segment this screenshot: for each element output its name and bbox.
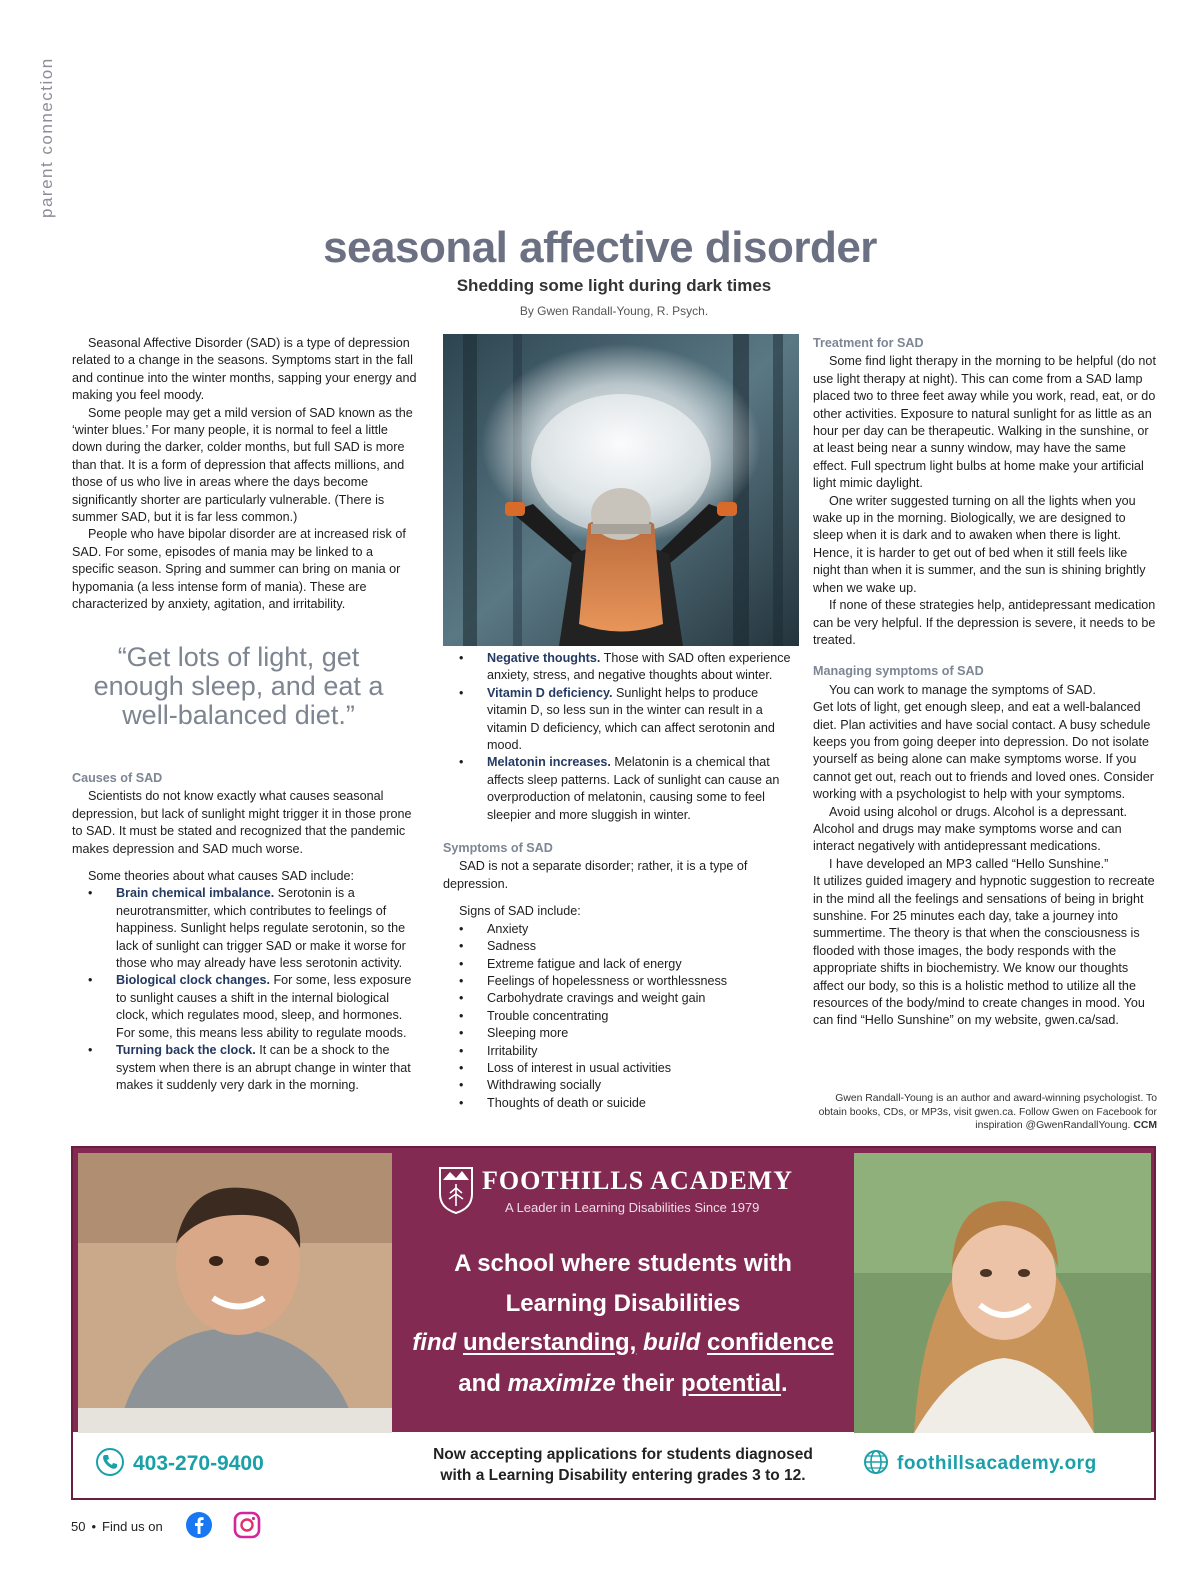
ad-word: . [781, 1370, 788, 1397]
paragraph: I have developed an MP3 called “Hello Sunshine.” [829, 856, 1109, 871]
ad-headline-1: A school where students with [454, 1250, 792, 1277]
column-1 [72, 335, 417, 614]
globe-icon [863, 1449, 889, 1480]
list-term: Vitamin D deficiency. [487, 685, 613, 700]
list-text: Melatonin is a chemical that affects sleep patterns. Lack of sunlight can cause an overproduction of melatonin, causing some to feel sleepier and more sluggish in winter. [487, 755, 780, 822]
ad-word: find [412, 1329, 457, 1356]
column-3 [813, 335, 1158, 1030]
pull-quote: “Get lots of light, get enough sleep, and eat a well-balanced diet.” [93, 642, 384, 730]
ad-word: build [642, 1329, 701, 1356]
paragraph: Scientists do not know exactly what causes seasonal depression, but lack of sunlight might trigger it in those prone to SAD. It must be stated and recognized that the pandemic makes depression and SAD much worse. [72, 789, 412, 856]
footer-bullet: • [91, 1518, 97, 1534]
signs-list [443, 921, 799, 1112]
phone-link[interactable] [95, 1444, 264, 1484]
section-heading: Symptoms of SAD [443, 841, 553, 856]
list-text: For some, less exposure to sunlight causes a shift in the internal biological clock, which regulates mood, sleep, and hormones. For some, this means less ability to regulate moods. [116, 973, 412, 1040]
paragraph: Some theories about what causes SAD include: [88, 869, 355, 884]
list-item: • Loss of interest in usual activities [443, 1060, 799, 1077]
section-heading: Causes of SAD [72, 771, 163, 785]
ad-accepting-text [393, 1444, 853, 1486]
paragraph: Seasonal Affective Disorder (SAD) is a type of depression related to a change in the seasons. Symptoms start in the fall and continue into the winter months, sapping your energy and making you feel moody. [72, 336, 417, 403]
list-text: Those with SAD often experience anxiety, stress, and negative thoughts about winter. [487, 651, 791, 683]
list-term: Biological clock changes. [116, 973, 270, 988]
theories-list-continued [443, 650, 799, 824]
phone-number: 403-270-9400 [133, 1452, 264, 1475]
article-photo [443, 334, 799, 646]
article-title: seasonal affective disorder [323, 223, 877, 272]
section-heading: Treatment for SAD [813, 336, 924, 350]
byline: By Gwen Randall-Young, R. Psych. [519, 304, 709, 318]
ad-accept-line: with a Learning Disability entering grades 3 to 12. [440, 1467, 806, 1484]
page-footer [71, 1511, 261, 1541]
list-item [72, 972, 417, 1042]
academy-tagline: A Leader in Learning Disabilities Since 1979 [505, 1200, 760, 1215]
ad-word: maximize [507, 1370, 616, 1397]
academy-name: FOOTHILLS ACADEMY [482, 1166, 793, 1195]
website-url: foothillsacademy.org [897, 1453, 1097, 1474]
list-item: • Withdrawing socially [443, 1077, 799, 1094]
list-item: • Trouble concentrating [443, 1008, 799, 1025]
list-item [72, 1042, 417, 1094]
academy-crest-icon [438, 1166, 474, 1214]
list-text: It can be a shock to the system when there is an abrupt change in winter that makes it suddenly very dark in the morning. [116, 1043, 411, 1092]
paragraph: SAD is not a separate disorder; rather, it is a type of depression. [443, 859, 748, 891]
facebook-icon[interactable] [185, 1511, 213, 1542]
list-term: Melatonin increases. [487, 755, 611, 770]
list-item [443, 685, 799, 755]
list-item: • Sleeping more [443, 1025, 799, 1042]
list-text: Serotonin is a neurotransmitter, which contributes to feelings of happiness. Sunlight helps regulate serotonin, so the lack of sunlight can trigger SAD or make it worse for those who may already have less serotonin activity. [116, 886, 406, 971]
list-term: Brain chemical imbalance. [116, 886, 275, 901]
author-bio [812, 1092, 1157, 1133]
paragraph: One writer suggested turning on all the lights when you wake up in the morning. Biologically, we are designed to sleep when it is dark and to awaken when there is light. Hence, it is harder to get out of bed when it still feels like night than when it is summer, and the sun is shining brightly when we wake up. [813, 493, 1146, 595]
paragraph: Some find light therapy in the morning to be helpful (do not use light therapy at night). This can come from a SAD lamp placed two to three feet away while you work, read, eat, or do other activities. Exposure to natural sunlight for as little as an hour per day can be therapeutic. Walking in the sunshine, or at least being near a sunny window, may have the same effect. Full spectrum light bulbs at home make your artificial light mimic daylight. [813, 354, 1156, 491]
paragraph: If none of these strategies help, antidepressant medication can be very helpful. If the depression is severe, it needs to be treated. [813, 598, 1156, 647]
paragraph: People who have bipolar disorder are at increased risk of SAD. For some, episodes of mania may be linked to a specific season. Spring and summer can bring on mania or hypomania (a less intense form of mania). These are characterized by anxiety, agitation, and irritability. [72, 527, 406, 612]
foothills-academy-ad[interactable] [71, 1146, 1156, 1500]
ad-word: potential [681, 1370, 782, 1397]
ad-headline-2: Learning Disabilities [505, 1290, 741, 1317]
section-label: parent connection [37, 57, 56, 218]
list-term: Turning back the clock. [116, 1043, 256, 1058]
paragraph: You can work to manage the symptoms of SAD. [829, 682, 1096, 697]
website-link[interactable] [863, 1444, 1097, 1484]
paragraph: Signs of SAD include: [459, 904, 581, 919]
ad-word: their [622, 1370, 675, 1397]
list-text: Sunlight helps to produce vitamin D, so less sun in the winter can result in a vitamin D deficiency, which can affect serotonin and mood. [487, 685, 775, 753]
ad-word: confidence [706, 1329, 834, 1356]
theories-list [72, 885, 417, 1094]
girl-photo [854, 1153, 1151, 1433]
ad-word: and [458, 1370, 501, 1397]
list-item: • Feelings of hopelessness or worthlessness [443, 973, 799, 990]
causes-section [72, 770, 417, 1094]
list-item [443, 650, 799, 685]
list-term: Negative thoughts. [487, 651, 601, 665]
list-item [72, 885, 417, 972]
paragraph: It utilizes guided imagery and hypnotic suggestion to recreate in the mind all the feelings and sensations of being in bright sunshine. For 25 minutes each day, take a journey into summertime. The theory is that when the consciousness is flooded with those images, the body responds with the appropriate shifts in biochemistry. We know our thoughts affect our body, so this is a holistic method to utilize all the resources of the body/mind to create changes in mood. You can find “Hello Sunshine” on my website, gwen.ca/sad. [813, 874, 1155, 1028]
bio-mark: CCM [1133, 1120, 1157, 1131]
find-us-label: Find us on [102, 1518, 163, 1534]
phone-icon [95, 1447, 125, 1482]
list-item: • Carbohydrate cravings and weight gain [443, 990, 799, 1007]
ad-accept-line: Now accepting applications for students diagnosed [433, 1446, 813, 1463]
list-item: • Thoughts of death or suicide [443, 1095, 799, 1112]
list-item: • Sadness [443, 938, 799, 955]
list-item: • Anxiety [443, 921, 799, 938]
bio-text: Gwen Randall-Young is an author and award-winning psychologist. To obtain books, CDs, or MP3s, visit gwen.ca. Follow Gwen on Facebook for inspiration @GwenRandallYoung. [818, 1093, 1157, 1131]
paragraph: Avoid using alcohol or drugs. Alcohol is a depressant. Alcohol and drugs may make symptoms worse and can interact negatively with antidepressant medications. [813, 804, 1128, 854]
instagram-icon[interactable] [233, 1511, 261, 1542]
column-2 [443, 650, 799, 1112]
article-subtitle: Shedding some light during dark times [456, 276, 772, 295]
ad-word: understanding, [462, 1329, 637, 1356]
list-item [443, 754, 799, 824]
ad-headline-4 [393, 1370, 853, 1398]
boy-photo [78, 1153, 392, 1433]
paragraph: Some people may get a mild version of SAD known as the ‘winter blues.’ For many people, it is normal to feel a little down during the darker, colder months, but full SAD is more than that. It is a form of depression that affects millions, and those of us who live in areas where the days become significantly shorter are particularly vulnerable. (There is summer SAD, but it is far less common.) [72, 405, 413, 525]
ad-headline-3 [393, 1329, 853, 1357]
page-number: 50 [71, 1518, 86, 1534]
section-heading: Managing symptoms of SAD [813, 664, 984, 679]
paragraph: Get lots of light, get enough sleep, and eat a well-balanced diet. Plan activities and have social contact. A busy schedule keeps you from going deeper into depression. Do not isolate yourself as being alone can make symptoms worse. If you cannot get out, reach out to friends and loved ones. Consider working with a psychologist to help with your symptoms. [813, 700, 1154, 802]
list-item: • Extreme fatigue and lack of energy [443, 956, 799, 973]
list-item: • Irritability [443, 1043, 799, 1060]
